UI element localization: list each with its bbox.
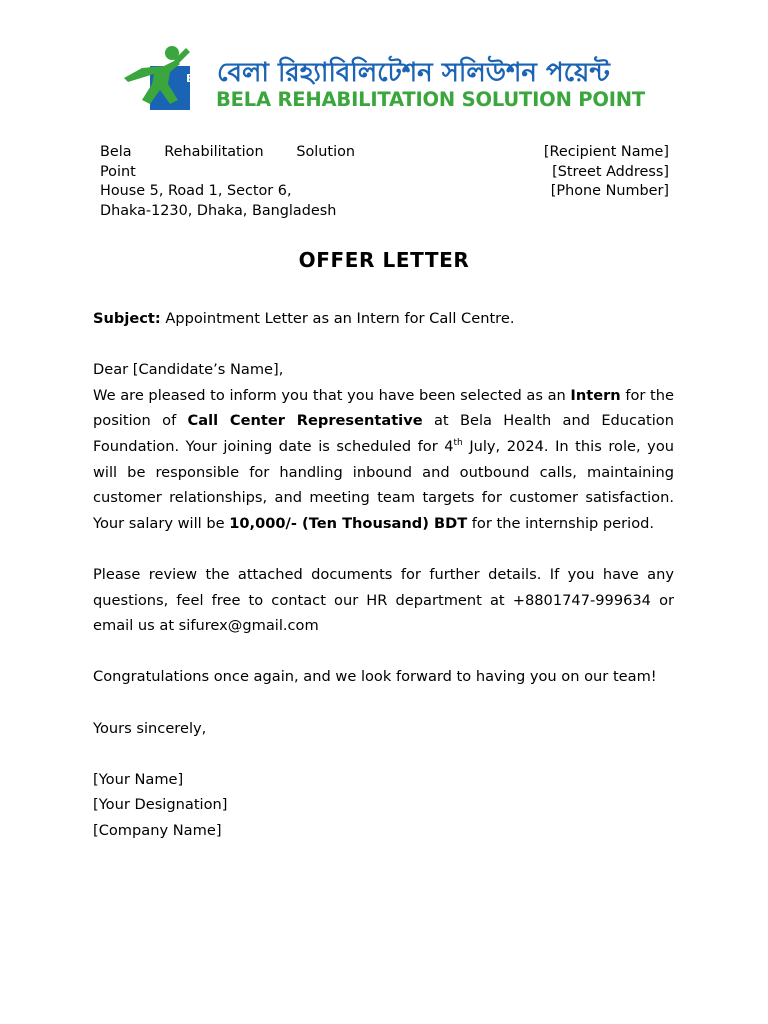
logo-lettering: BRSP <box>186 72 219 85</box>
sender-line-3: House 5, Road 1, Sector 6, <box>100 183 292 199</box>
subject-label: Subject: <box>93 310 161 327</box>
para1-text-5: for the internship period. <box>467 514 655 532</box>
sender-line-4: Dhaka-1230, Dhaka, Bangladesh <box>100 202 337 219</box>
letter-title: OFFER LETTER <box>298 248 470 272</box>
letter-body <box>93 306 674 843</box>
recipient-name: [Recipient Name] <box>543 144 669 160</box>
para1-text-2: for the position of <box>93 386 674 430</box>
greeting: Dear [Candidate’s Name], <box>93 361 284 379</box>
letterhead <box>120 44 660 114</box>
position-name: Call Center Representative <box>187 412 423 430</box>
role-intern: Intern <box>570 386 621 404</box>
sender-line-1: Bela Rehabilitation Solution <box>100 144 355 160</box>
para1-text-4: July, 2024. In this role, you will be responsible for handling inbound and outbound calls, maintaining customer relationships, and meeting team targets for customer satisfaction. Your salary will be <box>93 437 674 532</box>
signature-name: [Your Name] <box>93 770 184 788</box>
salary-amount: 10,000/- (Ten Thousand) BDT <box>229 514 468 532</box>
para1-text-3: at Bela Health and Education Foundation. Your joining date is scheduled for 4 <box>93 412 674 455</box>
subject-text: Appointment Letter as an Intern for Call Centre. <box>160 310 515 327</box>
company-name-english: BELA REHABILITATION SOLUTION POINT <box>216 88 646 111</box>
signature-designation: [Your Designation] <box>93 796 228 814</box>
recipient-address <box>544 143 669 202</box>
para1-text-1: We are pleased to inform you that you have been selected as an <box>93 386 571 404</box>
sender-address <box>100 143 355 221</box>
recipient-street: [Street Address] <box>552 163 669 180</box>
paragraph-congratulations: Congratulations once again, and we look forward to having you on our team! <box>93 668 657 686</box>
brsp-logo <box>120 44 220 114</box>
subject-line <box>93 306 674 332</box>
company-name-bengali: বেলা রিহ্যাবিলিটেশন সলিউশন পয়েন্ট <box>217 58 610 88</box>
ordinal-suffix: th <box>453 438 463 449</box>
signature-company: [Company Name] <box>93 821 222 839</box>
closing: Yours sincerely, <box>93 719 207 737</box>
paragraph-contact: Please review the attached documents for further details. If you have any questions, feel free to contact our HR department at +8801747-999634 or email us at sifurex@gmail.com <box>93 565 674 635</box>
sender-line-2: Point <box>100 163 136 180</box>
paragraph-appointment <box>93 383 674 537</box>
recipient-phone: [Phone Number] <box>550 183 669 199</box>
